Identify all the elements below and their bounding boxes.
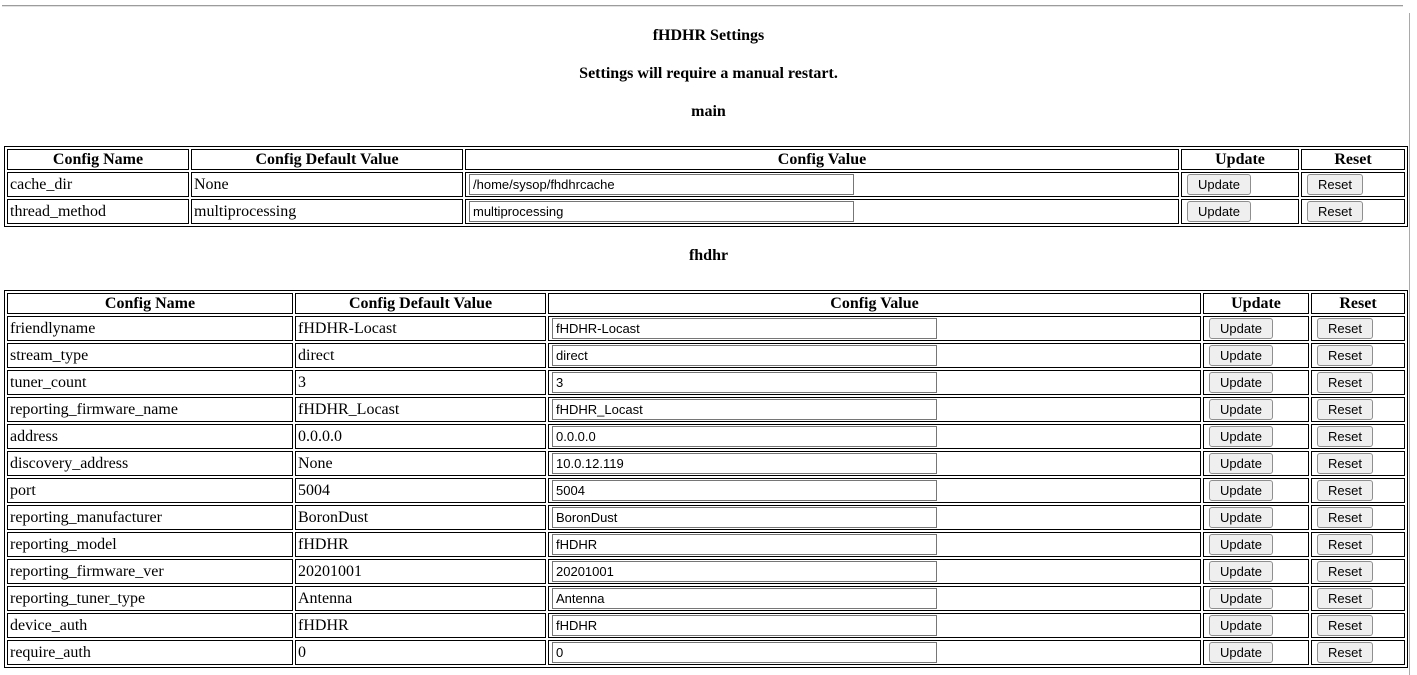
top-divider [2, 5, 1403, 7]
config-name-cell: reporting_model [7, 532, 293, 557]
config-name-cell: cache_dir [7, 172, 189, 197]
config-row [7, 505, 1405, 530]
config-name-cell: reporting_firmware_ver [7, 559, 293, 584]
column-header-reset: Reset [1301, 149, 1405, 170]
update-button[interactable]: Update [1209, 345, 1273, 366]
reset-button[interactable]: Reset [1317, 615, 1373, 636]
update-cell [1203, 316, 1309, 341]
update-cell [1181, 199, 1299, 224]
config-row [7, 532, 1405, 557]
config-value-input[interactable] [552, 588, 937, 609]
reset-cell [1311, 316, 1405, 341]
config-value-input[interactable] [552, 372, 937, 393]
config-name-cell: reporting_tuner_type [7, 586, 293, 611]
reset-button[interactable]: Reset [1317, 372, 1373, 393]
config-name-cell: thread_method [7, 199, 189, 224]
update-button[interactable]: Update [1209, 588, 1273, 609]
reset-cell [1311, 397, 1405, 422]
config-value-input[interactable] [552, 345, 937, 366]
default-value-cell: None [295, 451, 546, 476]
default-value-cell: 0 [295, 640, 546, 665]
update-button[interactable]: Update [1209, 507, 1273, 528]
reset-button[interactable]: Reset [1317, 318, 1373, 339]
default-value-cell: 3 [295, 370, 546, 395]
config-row [7, 172, 1405, 197]
column-header-config-value: Config Value [548, 293, 1201, 314]
config-value-cell [548, 343, 1201, 368]
config-row [7, 397, 1405, 422]
reset-cell [1311, 451, 1405, 476]
reset-button[interactable]: Reset [1317, 426, 1373, 447]
reset-button[interactable]: Reset [1317, 588, 1373, 609]
config-value-cell [548, 451, 1201, 476]
default-value-cell: 20201001 [295, 559, 546, 584]
default-value-cell: None [191, 172, 463, 197]
reset-cell [1311, 370, 1405, 395]
reset-cell [1311, 586, 1405, 611]
config-name-cell: stream_type [7, 343, 293, 368]
reset-cell [1311, 343, 1405, 368]
reset-button[interactable]: Reset [1317, 345, 1373, 366]
reset-cell [1311, 424, 1405, 449]
default-value-cell: fHDHR-Locast [295, 316, 546, 341]
reset-cell [1311, 613, 1405, 638]
config-value-cell [548, 613, 1201, 638]
config-row [7, 343, 1405, 368]
default-value-cell: direct [295, 343, 546, 368]
update-cell [1203, 559, 1309, 584]
config-row [7, 640, 1405, 665]
config-row [7, 586, 1405, 611]
update-cell [1203, 613, 1309, 638]
config-row [7, 613, 1405, 638]
reset-button[interactable]: Reset [1317, 534, 1373, 555]
reset-button[interactable]: Reset [1317, 507, 1373, 528]
section-title-main: main [691, 103, 726, 120]
config-value-cell [548, 424, 1201, 449]
window-edge [1409, 13, 1410, 675]
config-value-cell [465, 172, 1179, 197]
config-value-input[interactable] [552, 561, 937, 582]
reset-cell [1301, 199, 1405, 224]
config-value-cell [548, 559, 1201, 584]
header-row [7, 293, 1405, 314]
config-value-input[interactable] [552, 642, 937, 663]
column-header-update: Update [1203, 293, 1309, 314]
config-name-cell: friendlyname [7, 316, 293, 341]
reset-cell [1311, 478, 1405, 503]
config-value-input[interactable] [552, 453, 937, 474]
reset-cell [1311, 505, 1405, 530]
update-cell [1203, 478, 1309, 503]
config-value-cell [548, 532, 1201, 557]
column-header-default-value: Config Default Value [295, 293, 546, 314]
reset-button[interactable]: Reset [1317, 480, 1373, 501]
config-name-cell: discovery_address [7, 451, 293, 476]
default-value-cell: 5004 [295, 478, 546, 503]
config-value-input[interactable] [552, 534, 937, 555]
column-header-default-value: Config Default Value [191, 149, 463, 170]
update-button[interactable]: Update [1209, 318, 1273, 339]
reset-button[interactable]: Reset [1317, 453, 1373, 474]
reset-button[interactable]: Reset [1317, 561, 1373, 582]
update-cell [1203, 370, 1309, 395]
update-button[interactable]: Update [1209, 561, 1273, 582]
header-row [7, 149, 1405, 170]
config-value-cell [548, 370, 1201, 395]
update-cell [1203, 424, 1309, 449]
config-row [7, 559, 1405, 584]
default-value-cell: multiprocessing [191, 199, 463, 224]
reset-button[interactable]: Reset [1317, 399, 1373, 420]
update-button[interactable]: Update [1209, 480, 1273, 501]
update-cell [1203, 532, 1309, 557]
column-header-reset: Reset [1311, 293, 1405, 314]
config-value-cell [548, 478, 1201, 503]
update-button[interactable]: Update [1209, 642, 1273, 663]
update-cell [1203, 343, 1309, 368]
update-button[interactable]: Update [1209, 426, 1273, 447]
reset-cell [1311, 640, 1405, 665]
update-button[interactable]: Update [1209, 453, 1273, 474]
update-cell [1203, 505, 1309, 530]
config-row [7, 424, 1405, 449]
reset-cell [1311, 559, 1405, 584]
default-value-cell: 0.0.0.0 [295, 424, 546, 449]
settings-page [0, 5, 1417, 675]
default-value-cell: BoronDust [295, 505, 546, 530]
reset-button[interactable]: Reset [1317, 642, 1373, 663]
reset-button[interactable]: Reset [1307, 201, 1363, 222]
column-header-config-value: Config Value [465, 149, 1179, 170]
config-value-input[interactable] [552, 426, 937, 447]
fhdhr-config-table [4, 290, 1408, 668]
config-row [7, 451, 1405, 476]
config-name-cell: reporting_manufacturer [7, 505, 293, 530]
main-config-table [4, 146, 1408, 227]
restart-notice: Settings will require a manual restart. [579, 65, 838, 82]
config-row [7, 199, 1405, 224]
reset-cell [1301, 172, 1405, 197]
config-value-input[interactable] [552, 399, 937, 420]
config-value-cell [548, 397, 1201, 422]
reset-button[interactable]: Reset [1307, 174, 1363, 195]
config-value-cell [548, 505, 1201, 530]
config-value-input[interactable] [469, 201, 854, 222]
config-value-input[interactable] [552, 615, 937, 636]
config-value-input[interactable] [469, 174, 854, 195]
default-value-cell: fHDHR [295, 613, 546, 638]
config-row [7, 478, 1405, 503]
config-value-input[interactable] [552, 318, 937, 339]
config-value-cell [548, 640, 1201, 665]
config-value-input[interactable] [552, 480, 937, 501]
update-button[interactable]: Update [1209, 534, 1273, 555]
config-value-cell [548, 316, 1201, 341]
config-name-cell: tuner_count [7, 370, 293, 395]
update-button[interactable]: Update [1209, 399, 1273, 420]
update-cell [1203, 451, 1309, 476]
config-value-cell [548, 586, 1201, 611]
config-value-cell [465, 199, 1179, 224]
column-header-config-name: Config Name [7, 293, 293, 314]
update-button[interactable]: Update [1209, 372, 1273, 393]
update-button[interactable]: Update [1209, 615, 1273, 636]
config-name-cell: reporting_firmware_name [7, 397, 293, 422]
default-value-cell: fHDHR [295, 532, 546, 557]
update-cell [1203, 586, 1309, 611]
config-value-input[interactable] [552, 507, 937, 528]
default-value-cell: Antenna [295, 586, 546, 611]
page-title: fHDHR Settings [652, 27, 765, 44]
config-name-cell: device_auth [7, 613, 293, 638]
config-name-cell: port [7, 478, 293, 503]
update-button[interactable]: Update [1187, 201, 1251, 222]
update-cell [1181, 172, 1299, 197]
update-cell [1203, 640, 1309, 665]
config-row [7, 316, 1405, 341]
update-cell [1203, 397, 1309, 422]
config-row [7, 370, 1405, 395]
reset-cell [1311, 532, 1405, 557]
update-button[interactable]: Update [1187, 174, 1251, 195]
config-name-cell: address [7, 424, 293, 449]
default-value-cell: fHDHR_Locast [295, 397, 546, 422]
column-header-config-name: Config Name [7, 149, 189, 170]
config-name-cell: require_auth [7, 640, 293, 665]
column-header-update: Update [1181, 149, 1299, 170]
section-title-fhdhr: fhdhr [688, 247, 729, 264]
